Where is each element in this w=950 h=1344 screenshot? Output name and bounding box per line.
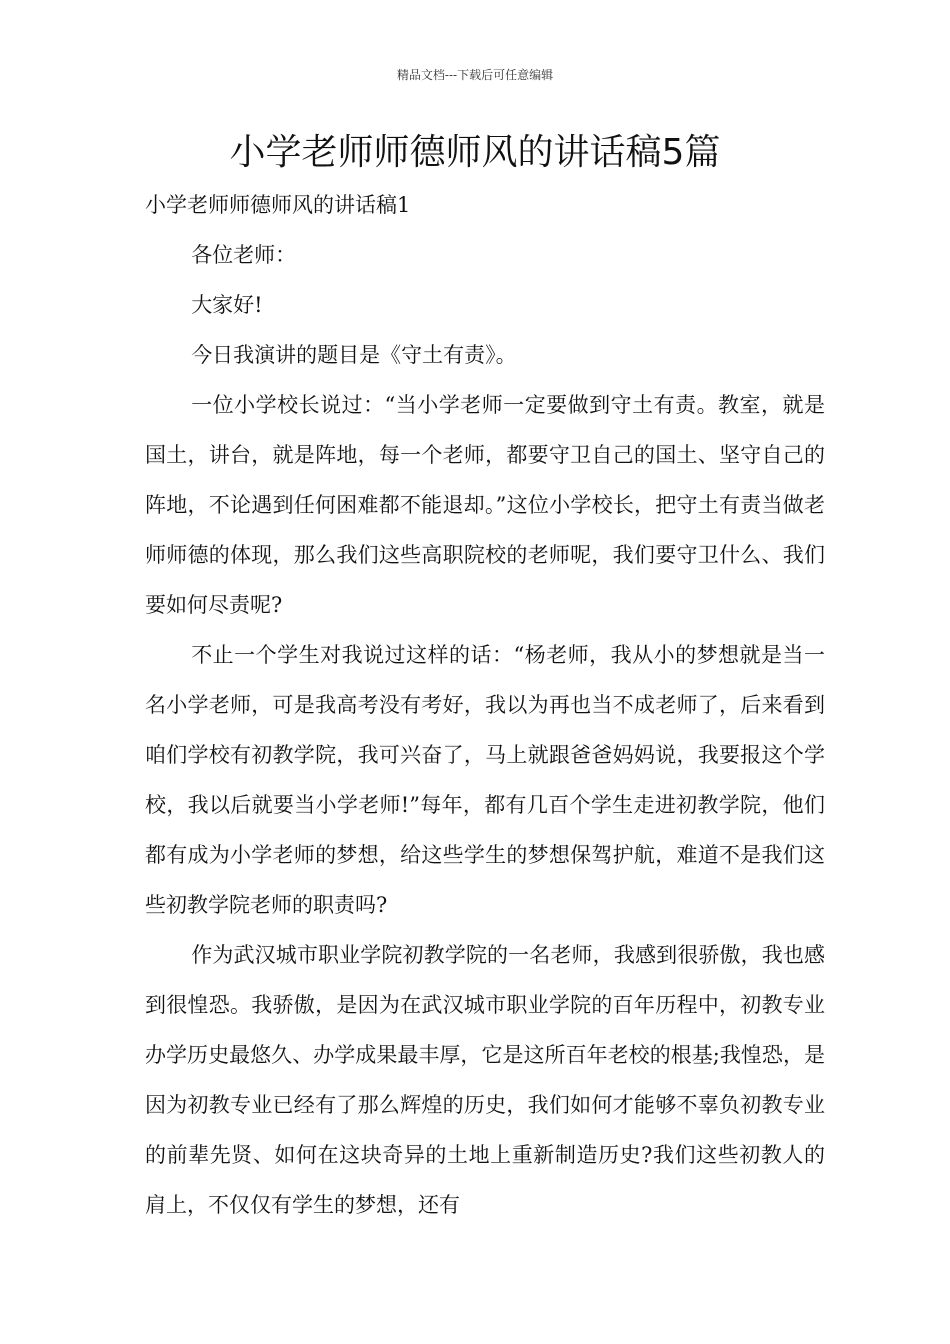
paragraph: 作为武汉城市职业学院初教学院的一名老师，我感到很骄傲，我也感到很惶恐。我骄傲，是因为在武汉城市职业学院的百年历程中，初教专业办学历史最悠久、办学成果最丰厚，它是这所百年老校的根基;我惶恐，是因为初教专业已经有了那么辉煌的历史，我们如何才能够不辜负初教专业的前辈先贤、如何在这块奇异的土地上重新制造历史?我们这些初教人的肩上，不仅仅有学生的梦想，还有 [145,943,825,1217]
paragraph-salutation: 各位老师： [191,243,297,267]
paragraph: 不止一个学生对我说过这样的话：“杨老师，我从小的梦想就是当一名小学老师，可是我高考没有考好，我以为再也当不成老师了，后来看到咱们学校有初教学院，我可兴奋了，马上就跟爸爸妈妈说，我要报这个学校，我以后就要当小学老师!”每年，都有几百个学生走进初教学院，他们都有成为小学老师的梦想，给这些学生的梦想保驾护航，难道不是我们这些初教学院老师的职责吗? [145,643,825,917]
paragraph: 一位小学校长说过：“当小学老师一定要做到守土有责。教室，就是国土，讲台，就是阵地，每一个老师，都要守卫自己的国土、坚守自己的阵地，不论遇到任何困难都不能退却。”这位小学校长，把守土有责当做老师师德的体现，那么我们这些高职院校的老师呢，我们要守卫什么、我们要如何尽责呢? [145,393,825,617]
document-title: 小学老师师德师风的讲话稿5篇 [229,132,721,173]
paragraph-greeting: 大家好! [191,293,263,317]
paragraph-topic: 今日我演讲的题目是《守土有责》。 [191,343,517,367]
section-heading: 小学老师师德师风的讲话稿1 [145,193,411,217]
header-note: 精品文档---下载后可任意编辑 [396,68,554,82]
document-body [145,180,825,1230]
